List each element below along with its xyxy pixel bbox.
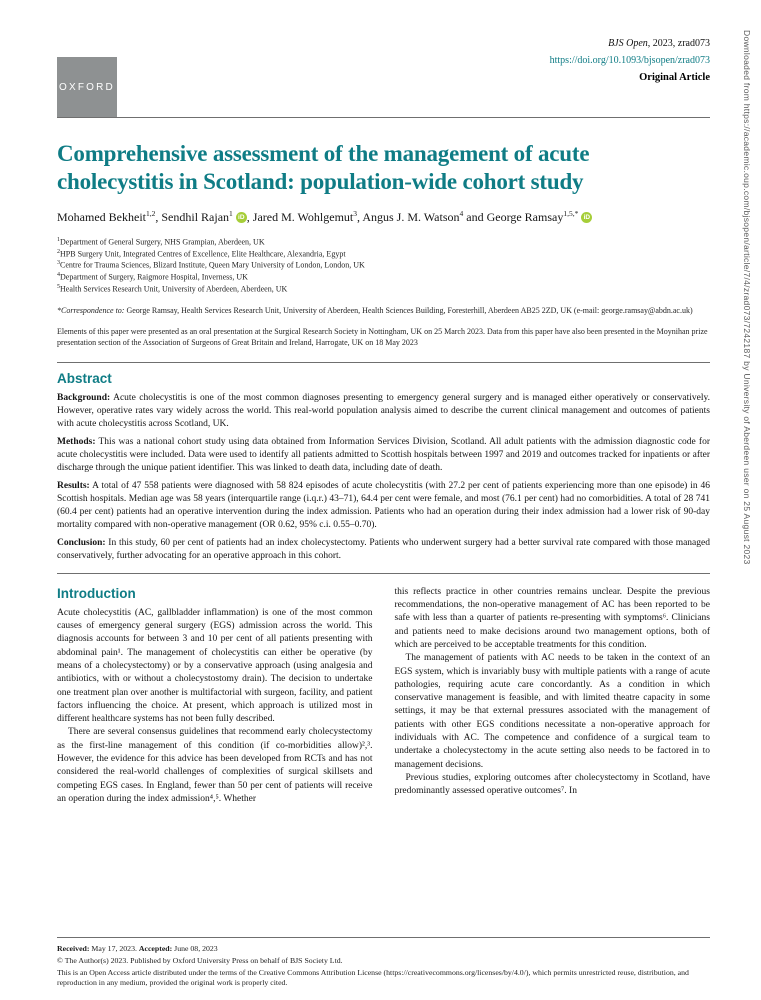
affiliation-2-sup: 2 [57,248,60,255]
author-5 [463,210,592,224]
article-title: Comprehensive assessment of the management of acute cholecystitis in Scotland: population-wide cohort study [57,141,590,195]
license-line: This is an Open Access article distributed under the terms of the Creative Commons Attribution License (https://creativecommons.org/licenses/by/4.0/), which permits unrestricted reuse, distribution, and reproduction in any medium, provided the original work is properly cited. [57,967,689,987]
abstract-background [57,392,710,430]
abstract-conclusion-label: Conclusion: [57,538,106,549]
author-2 [155,210,246,224]
author-1 [57,210,155,224]
affiliation-5-text: Health Services Research Unit, University of Aberdeen, Aberdeen, UK [60,284,288,294]
intro-paragraph-3: this reflects practice in other countries remains unclear. Despite the previous recommendations, the non-operative management of AC has been reported to be safe with less than a quarter of patients re-presenting with symptoms⁶. Clinicians and patients need to make decisions around two management options, both of which are perceived to be acceptable treatments for this condition. [394,586,710,650]
intro-column-right [395,586,711,806]
abstract-background-text: Acute cholecystitis is one of the most common diagnoses presenting to emergency general surgery and is managed either operatively or conservatively. However, operative rates vary widely across the world. This real-world population analysis aimed to describe the current clinical management and outcomes of patients with acute cholecystitis across Scotland, UK. [57,393,710,429]
affiliation-3-text: Centre for Trauma Sciences, Blizard Institute, Queen Mary University of London, London, UK [60,261,365,271]
introduction-heading: Introduction [57,585,136,601]
abstract-results-text: A total of 47 558 patients were diagnosed with 58 824 episodes of acute cholecystitis (with 27.2 per cent of patients experiencing more than one episode) in 46 Scottish hospitals. Median age was 58 years (interquartile range (i.q.r.) 43–71), 64.4 per cent were female, and most (76.1 per cent) had no comorbidities. A total of 28 741 (60.4 per cent) patients had an operative intervention during the index admission. Patients who had an operation during their index admission had a lower risk of 90-day mortality compared with non-operative management (OR 0.62, 95% c.i. 0.55–0.70). [57,481,710,530]
journal-meta [550,36,710,86]
abstract-methods [57,436,710,474]
author-5-name: and George Ramsay [463,210,564,225]
received-label: Received: [57,943,90,953]
abstract-conclusion-text: In this study, 60 per cent of patients had an index cholecystectomy. Patients who underwent surgery had a better survival rate compared with those managed conservatively, further advocating for an operative approach in this cohort. [57,538,710,561]
journal-name: BJS Open [608,38,648,49]
author-3-sup: 3 [353,209,357,219]
author-1-name: Mohamed Bekheit [57,210,146,225]
intro-paragraph-1: Acute cholecystitis (AC, gallbladder inflammation) is one of the most common causes of emergency general surgery (EGS) admission across the world. This diagnosis accounts for between 3 and 10 per cent of all patients presenting with abdominal pain¹. The management of cholecystitis can either be operative (by means of a cholecystectomy) or by a conservative approach (using analgesia and antibiotics, with or without a cholecystostomy drain). The decision to undertake one treatment plan over another is multifactorial with surgeon, facility, and patient factors influencing the choice. At present, which approach is utilized most in different healthcare systems has not been fully described. [57,607,373,725]
download-watermark: Downloaded from https://academic.oup.com/bjsopen/article/7/4/zrad073/7242187 by University of Aberdeen user on 25 August 2023 [742,30,752,565]
abstract-conclusion [57,537,710,562]
correspondence [57,305,710,316]
affiliation-3 [57,259,710,271]
presentation-note: Elements of this paper were presented as an oral presentation at the Surgical Research Society in Nottingham, UK on 25 March 2023. Data from this paper have also been presented in the Moynihan prize presentation section of the Association of Surgeons of Great Britain and Ireland, Harrogate, UK on 18 May 2023 [57,326,708,347]
author-1-sup: 1,2 [145,209,156,219]
journal-issue: , 2023, zrad073 [647,38,710,49]
article-type-label: Original Article [639,72,710,83]
doi-link[interactable]: https://doi.org/10.1093/bjsopen/zrad073 [549,54,710,66]
author-4-sup: 4 [459,209,464,219]
author-list [57,209,710,225]
accepted-label: Accepted: [138,943,173,953]
affiliation-5 [57,283,710,295]
received-date: May 17, 2023. [89,943,139,953]
journal-citation [550,36,710,53]
page-header [57,36,710,118]
intro-paragraph-5: Previous studies, exploring outcomes after cholecystectomy in Scotland, have predominantly assessed operative outcomes⁷. In [394,772,710,797]
intro-paragraph-4: The management of patients with AC needs to be taken in the context of an EGS system, which is invariably busy with multiple patients with a range of acute pathologies, requiring acute care concordantly. As a condition in which conservative management is feasible, and with limited theatre capacity in some settings, it may be that external pressures associated with the management of patients with other EGS conditions necessitate a non-operative approach for individuals with AC. The competence and confidence of a surgical team to undertake a cholecystectomy in the acute setting also needs to be factored in to management decisions. [394,653,710,770]
affiliation-2 [57,248,710,260]
affiliation-4-sup: 4 [57,272,60,279]
abstract-methods-text: This was a national cohort study using data obtained from Information Services Division, Scotland. All adult patients with the admission diagnostic code for acute cholecystitis were included. Data were used to identify all patients admitted to Scottish hospitals between 1997 and 2019 and outcomes tracked for inpatients or after discharge through the unique patient identifier. This was linked to death data, including date of death. [57,437,710,473]
affiliation-2-text: HPB Surgery Unit, Integrated Centres of Excellence, Elite Healthcare, Alexandria, Egypt [60,249,346,259]
introduction-section [57,586,710,806]
affiliation-4-text: Department of Surgery, Raigmore Hospital, Inverness, UK [60,272,248,282]
abstract-results-label: Results: [57,481,90,492]
affiliation-list [57,236,710,294]
author-2-sup: 1 [229,209,233,219]
author-5-sup: 1,5,* [563,209,579,219]
author-4-name: , Angus J. M. Watson [357,210,460,225]
oxford-logo [57,57,117,117]
orcid-icon[interactable]: iD [581,212,592,223]
oxford-logo-text: OXFORD [59,81,115,93]
correspondence-label: *Correspondence to: [57,305,125,315]
abstract-section [57,362,710,574]
abstract-heading: Abstract [57,371,112,387]
received-accepted [57,944,710,954]
affiliation-1 [57,236,710,248]
correspondence-text: George Ramsay, Health Services Research Unit, University of Aberdeen, Health Sciences Building, Foresterhill, Aberdeen AB25 2ZD, UK (e-mail: george.ramsay@abdn.ac.uk) [124,305,693,315]
page-footer [57,937,710,991]
author-3 [247,210,357,224]
intro-paragraph-2: There are several consensus guidelines that recommend early cholecystectomy as the first-line management of this condition (if co-morbidities allow)²,³. However, the evidence for this advice has been developed from RCTs and has not considered the real-world challenges of complexities of surgical skillsets and competing EGS cases. In England, fewer than 50 per cent of patients will receive an operation during the index admission⁴,⁵. Whether [57,727,373,804]
accepted-date: June 08, 2023 [172,943,218,953]
abstract-background-label: Background: [57,393,111,404]
affiliation-1-sup: 1 [57,237,60,244]
intro-column-left [57,586,373,806]
author-4 [357,210,463,224]
abstract-methods-label: Methods: [57,437,96,448]
orcid-icon[interactable]: iD [236,212,247,223]
affiliation-3-sup: 3 [57,260,60,267]
author-2-name: , Sendhil Rajan [155,210,230,225]
affiliation-4 [57,271,710,283]
copyright-line: © The Author(s) 2023. Published by Oxford University Press on behalf of BJS Society Ltd. [57,955,343,965]
author-3-name: , Jared M. Wohlgemut [246,210,354,225]
affiliation-5-sup: 5 [57,283,60,290]
abstract-results [57,480,710,531]
affiliation-1-text: Department of General Surgery, NHS Grampian, Aberdeen, UK [60,237,265,247]
